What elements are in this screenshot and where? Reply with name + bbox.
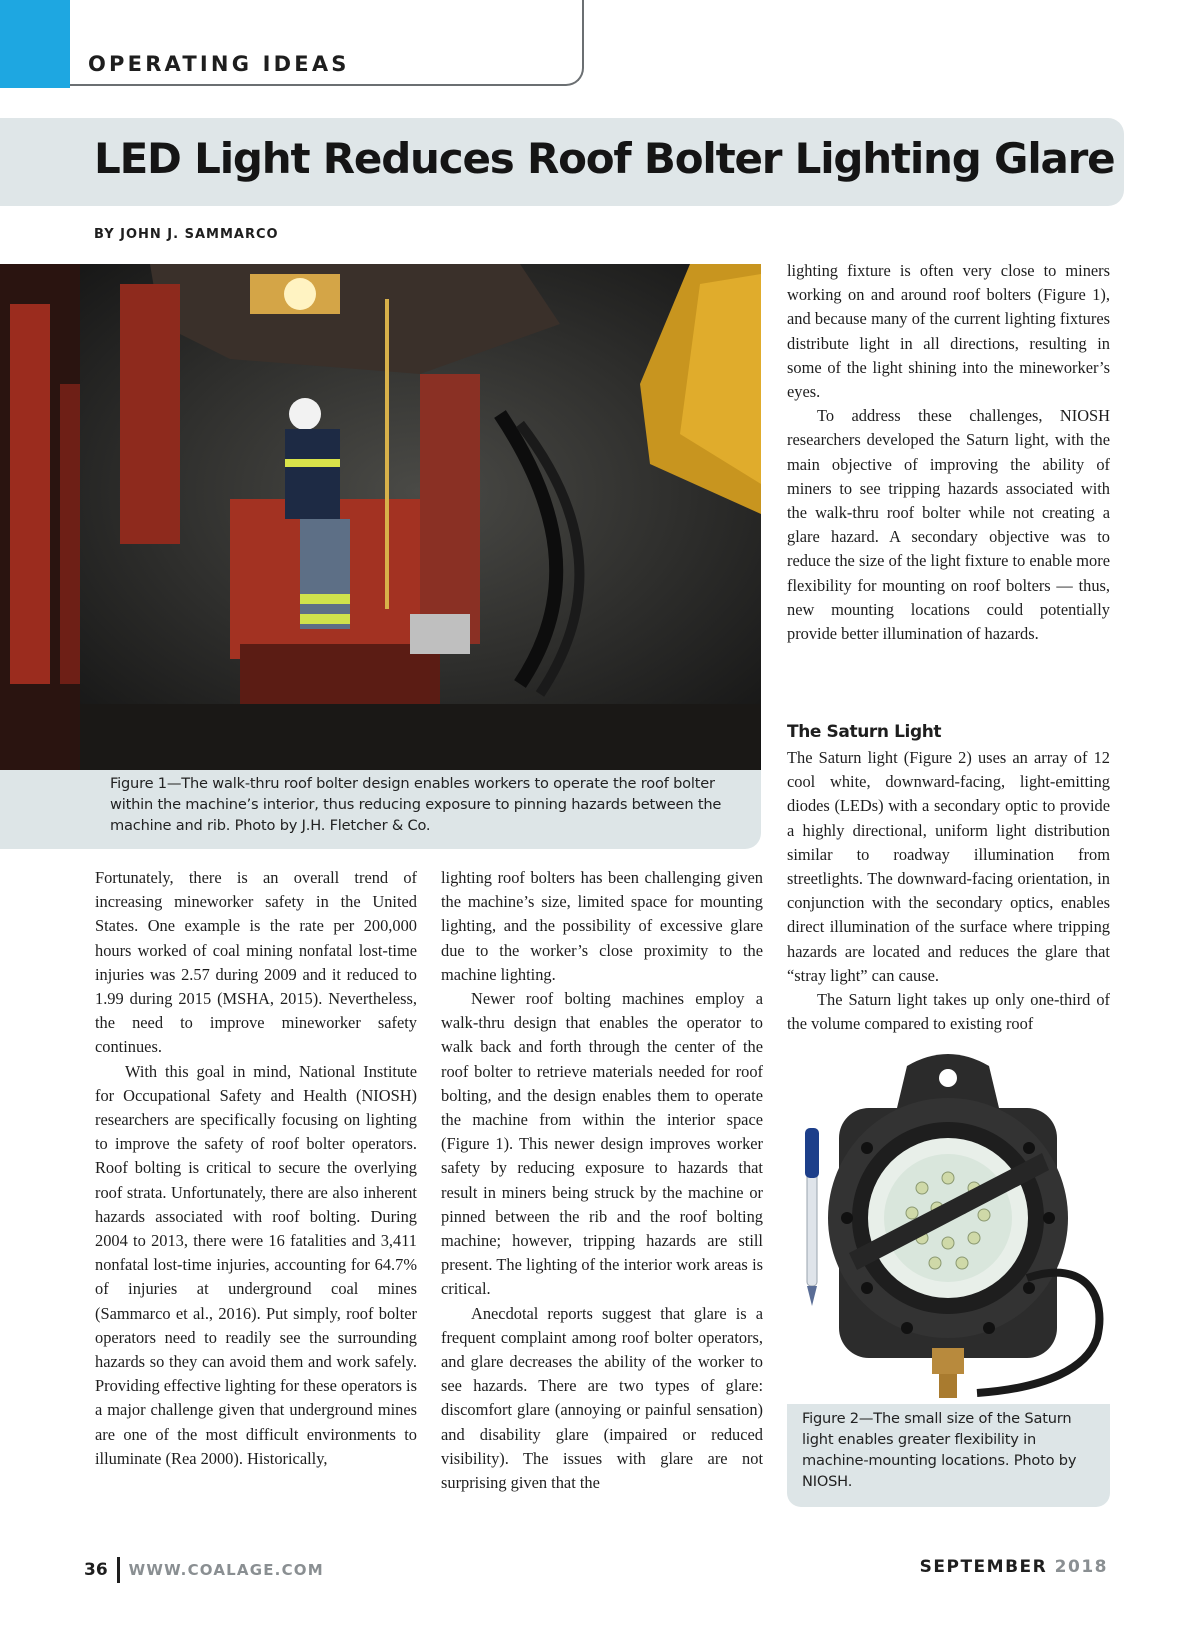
paragraph: To address these challenges, NIOSH researchers developed the Saturn light, with the main objective of improving the ability of miners to see tripping hazards associated with the walk-thru roof bolter while not creating a glare hazard. A secondary objective was to reduce the size of the light fixture to enable more flexibility for mounting on roof bolters — thus, new mounting locations could potentially provide better illumination of hazards. bbox=[787, 406, 1110, 644]
byline: BY JOHN J. SAMMARCO bbox=[94, 227, 279, 242]
saturn-light-photo bbox=[787, 1048, 1110, 1404]
paragraph: lighting roof bolters has been challenging given the machine’s size, limited space for mounting lighting, and the possibility of excessive glare due to the worker’s close proximity to the machine lighting. bbox=[441, 868, 763, 984]
figure2-photo bbox=[787, 1048, 1110, 1404]
figure1-caption: Figure 1—The walk-thru roof bolter design enables workers to operate the roof bolter within the machine’s interior, thus reducing exposure to pinning hazards between the machine and rib. Photo by J.H. Fletcher & Co. bbox=[110, 775, 722, 834]
section-label: OPERATING IDEAS bbox=[88, 52, 350, 76]
issue-month: SEPTEMBER bbox=[919, 1557, 1048, 1577]
page-number: 36 bbox=[84, 1560, 108, 1580]
paragraph: Newer roof bolting machines employ a walk-thru design that enables the operator to walk back and forth through the center of the roof bolter to retrieve materials needed for roof bolting, and the design enables them to operate the machine from within the interior space (Figure 1). This newer design improves worker safety by reducing exposure to hazards that result in miners being struck by the machine or pinned between the rib and the roof bolting machine; however, tripping hazards are still present. The lighting of the interior work areas is critical. bbox=[441, 989, 763, 1299]
article-title: LED Light Reduces Roof Bolter Lighting Glare bbox=[94, 134, 1115, 183]
site-url[interactable]: WWW.COALAGE.COM bbox=[128, 1561, 324, 1579]
section-heading: The Saturn Light bbox=[787, 722, 942, 742]
paragraph: With this goal in mind, National Institute for Occupational Safety and Health (NIOSH) researchers are specifically focusing on lighting to improve the safety of roof bolter operators. Roof bolting is critical to secure the overlying roof strata. Unfortunately, there are also inherent hazards associated with roof bolting. During 2004 to 2013, there were 16 fatalities and 3,411 nonfatal lost-time injuries, accounting for 64.7% of injuries at underground coal mines (Sammarco et al., 2016). Put simply, roof bolter operators need to readily see the surrounding hazards so they can avoid them and work safely. Providing effective lighting for these operators is a major challenge given that underground mines are one of the most difficult environments to illuminate (Rea 2000). Historically, bbox=[95, 1061, 417, 1468]
paragraph: Fortunately, there is an overall trend of increasing mineworker safety in the United States. One example is the rate per 200,000 hours worked of coal mining nonfatal lost-time injuries was 2.57 during 2009 and it reduced to 1.99 during 2015 (MSHA, 2015). Nevertheless, the need to improve mineworker safety continues. bbox=[95, 868, 417, 1057]
footer-left bbox=[84, 1557, 324, 1583]
article-column-3 bbox=[787, 259, 1110, 646]
issue-date bbox=[920, 1557, 1108, 1577]
footer-divider bbox=[117, 1557, 120, 1583]
paragraph: lighting fixture is often very close to miners working on and around roof bolters (Figure 1), and because many of the current lighting fixtures distribute light in all directions, resulting in some of the light shining into the mineworker’s eyes. bbox=[787, 261, 1110, 402]
figure2-caption: Figure 2—The small size of the Saturn light enables greater flexibility in machine-mounting locations. Photo by NIOSH. bbox=[802, 1410, 1077, 1490]
article-column-3-section bbox=[787, 720, 1110, 1036]
article-column-1 bbox=[95, 866, 417, 1471]
figure1-photo bbox=[0, 264, 761, 770]
paragraph: The Saturn light (Figure 2) uses an array of 12 cool white, downward-facing, light-emitting diodes (LEDs) with a secondary optic to provide a highly directional, uniform light distribution similar to roadway illumination from streetlights. The downward-facing orientation, in conjunction with the secondary optics, enables direct illumination of the surface where tripping hazards are located and reduces the glare that “stray light” can cause. bbox=[787, 748, 1110, 985]
paragraph: Anecdotal reports suggest that glare is a frequent complaint among roof bolter operators, and glare decreases the ability of the worker to see hazards. There are two types of glare: discomfort glare (annoying or painful sensation) and disability glare (impaired or reduced visibility). The issues with glare are not surprising given that the bbox=[441, 1303, 763, 1493]
header-accent-bar bbox=[0, 0, 70, 88]
roof-bolter-photo bbox=[0, 264, 761, 770]
issue-year: 2018 bbox=[1054, 1557, 1108, 1577]
article-column-2 bbox=[441, 866, 763, 1495]
paragraph: The Saturn light takes up only one-third of the volume compared to existing roof bbox=[787, 990, 1110, 1034]
